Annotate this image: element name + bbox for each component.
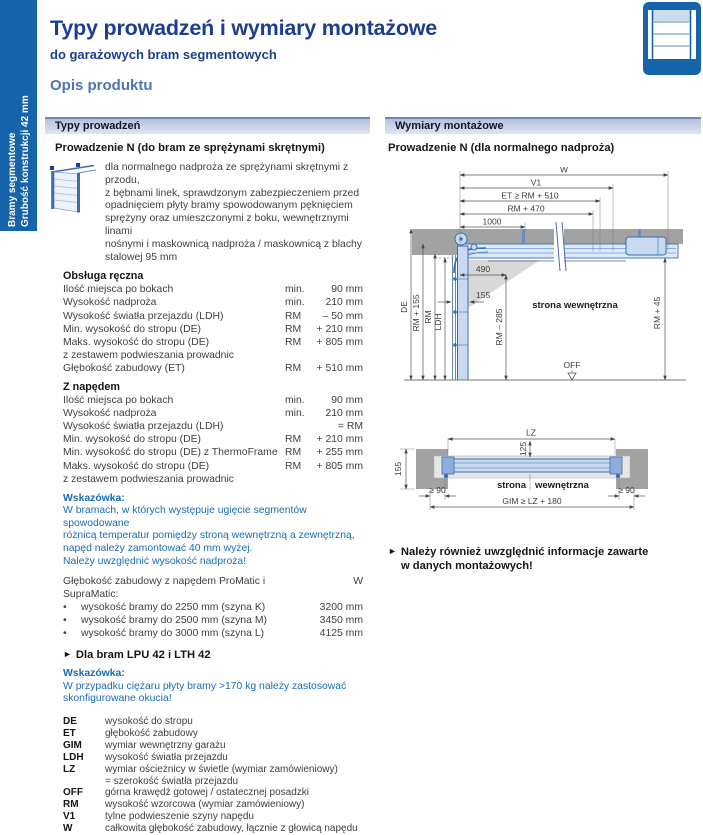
dim-et: ET ≥ RM + 510	[501, 190, 559, 201]
spec-row	[63, 362, 363, 375]
legend-desc: wysokość do stropu	[105, 716, 193, 728]
legend-row	[63, 752, 370, 764]
legend-desc: wymiar ościeżnicy w świetle (wymiar zamówieniowy)	[105, 763, 338, 775]
spec-value: + 210 mm	[316, 323, 363, 335]
page-title: Typy prowadzeń i wymiary montażowe	[50, 16, 438, 40]
spec-row	[63, 296, 363, 309]
legend-desc: całkowita głębokość zabudowy, łącznie z głowicą napędu	[105, 823, 358, 835]
depth-table	[63, 575, 363, 640]
break-mark	[554, 221, 566, 271]
column-track-types	[45, 117, 370, 835]
depth-header	[63, 575, 363, 601]
bullet-icon: •	[63, 628, 67, 640]
hint-line: różnicą temperatur pomiędzy stroną wewnętrzną a zewnętrzną,	[63, 530, 355, 542]
depth-value: 3200 mm	[319, 602, 363, 614]
right-triangle-icon: ►	[63, 649, 72, 660]
hint-line: Należy uwzględnić wysokość nadproża!	[63, 555, 247, 567]
off-marker	[564, 360, 581, 380]
spec-label: z zestawem podwieszania prowadnic	[63, 349, 234, 361]
hint-title: Wskazówka:	[63, 492, 125, 504]
vertical-track	[453, 255, 456, 380]
spec-value: + 510 mm	[316, 362, 363, 374]
bullet-icon: •	[63, 602, 67, 614]
depth-row	[63, 627, 363, 640]
dim-w: W	[559, 167, 569, 175]
legend-desc: tylne podwieszenie szyny napędu	[105, 811, 254, 823]
legend-row	[63, 764, 370, 776]
spec-ref: min.	[285, 284, 305, 296]
cross-section-drawing	[388, 167, 701, 399]
spec-ref: RM	[285, 434, 302, 446]
spec-table-manual	[63, 270, 363, 375]
dim-rm470: RM + 470	[507, 203, 545, 214]
label-inner-side: strona wewnętrzna	[532, 300, 618, 311]
spec-value: + 805 mm	[316, 336, 363, 348]
spec-label: Wysokość światła przejazdu (LDH)	[63, 310, 224, 322]
legend-abbr: ET	[63, 727, 76, 739]
dim-rm45: RM + 45	[652, 296, 662, 330]
dim-490: 490	[475, 264, 491, 274]
note-line-2: w danych montażowych!	[401, 559, 533, 572]
spec-label: Wysokość nadproża	[63, 408, 157, 420]
spec-row	[63, 446, 363, 459]
track-hanger	[522, 229, 525, 244]
spec-ref	[285, 349, 309, 362]
spec-label: Wysokość nadproża	[63, 297, 157, 309]
spec-label: Ilość miejsca po bokach	[63, 395, 174, 407]
note-line-1: Należy również uwzględnić informacje zawarte	[400, 546, 649, 558]
sidebar-line-2: Grubość konstrukcji 42 mm	[19, 95, 31, 227]
legend-abbr: W	[63, 823, 73, 835]
spec-table-powered	[63, 381, 363, 486]
spec-value	[309, 349, 363, 362]
spec-ref	[285, 420, 309, 433]
legend-desc: głębokość zabudowy	[105, 727, 198, 739]
section-header-mounting: Wymiary montażowe	[385, 117, 701, 134]
description-line: sprężyny oraz umieszczonymi z boku, wewnętrznymi linami	[105, 213, 349, 237]
hint-line: napęd należy zamontować 40 mm wyżej.	[63, 543, 253, 555]
depth-label: wysokość bramy do 3000 mm (szyna L)	[81, 628, 265, 640]
spec-ref: RM	[285, 460, 302, 472]
bullet-icon: •	[63, 615, 67, 627]
spec-value: 210 mm	[325, 297, 363, 309]
depth-value: 3450 mm	[319, 615, 363, 627]
spec-row	[63, 310, 363, 323]
dim-de: DE	[399, 301, 409, 313]
legend-row	[63, 728, 370, 740]
spec-row	[63, 433, 363, 446]
spec-row	[63, 473, 363, 486]
hint-block-2	[63, 668, 365, 706]
page-section-label: Opis produktu	[50, 77, 153, 94]
dim-155-plan: 155	[393, 461, 403, 477]
spec-value: = RM	[337, 421, 363, 433]
right-triangle-icon: ►	[388, 546, 397, 556]
legend-desc: = szerokość światła przejazdu	[105, 775, 239, 787]
dim-rm285: RM – 285	[494, 308, 504, 346]
label-inner-side-a: strona	[496, 480, 526, 491]
legend-desc: wysokość wzorcowa (wymiar zamówieniowy)	[105, 799, 305, 811]
spec-value: 210 mm	[325, 408, 363, 420]
page-header	[50, 16, 437, 94]
lpu-note-text: Dla bram LPU 42 i LTH 42	[75, 649, 211, 662]
legend-abbr: LZ	[63, 763, 76, 775]
spec-row	[63, 336, 363, 349]
spec-value	[309, 473, 363, 486]
hint-line: W bramach, w których występuje ugięcie segmentów spowodowane	[63, 505, 307, 529]
abbreviation-legend	[63, 716, 370, 835]
track-n-description	[105, 162, 370, 264]
track-n-heading: Prowadzenie N (do bram ze sprężynami skrętnymi)	[55, 142, 325, 154]
section-header-track-types: Typy prowadzeń	[45, 117, 370, 134]
dim-ldh: LDH	[433, 313, 443, 331]
spec-ref	[285, 473, 309, 486]
legend-abbr	[63, 776, 105, 788]
spec-label: Min. wysokość do stropu (DE) z ThermoFrame	[63, 447, 278, 459]
legend-abbr: GIM	[63, 739, 82, 751]
legend-abbr: OFF	[63, 787, 83, 799]
depth-label: wysokość bramy do 2500 mm (szyna M)	[81, 615, 267, 627]
mounting-n-heading: Prowadzenie N (dla normalnego nadproża)	[388, 142, 615, 154]
spec-row	[63, 394, 363, 407]
dim-rm: RM	[423, 310, 433, 324]
spec-table-title: Z napędem	[63, 381, 120, 394]
dim-1000: 1000	[482, 216, 502, 227]
spec-label: Ilość miejsca po bokach	[63, 284, 174, 296]
depth-label: wysokość bramy do 2250 mm (szyna K)	[81, 602, 266, 614]
hint-line: skonfigurowane okucia!	[63, 693, 172, 705]
spec-value: 90 mm	[331, 284, 363, 296]
legend-desc: górna krawędź gotowej / ostatecznej posadzki	[105, 787, 310, 799]
spec-value: – 50 mm	[322, 310, 363, 322]
sectional-door-sketch-icon	[48, 162, 98, 223]
spec-label: Min. wysokość do stropu (DE)	[63, 323, 202, 335]
plan-view-drawing	[388, 410, 701, 520]
dim-155: 155	[476, 290, 491, 300]
dim-90-left: ≥ 90	[429, 485, 446, 495]
spec-row	[63, 460, 363, 473]
spec-ref: RM	[285, 323, 302, 335]
legend-row	[63, 787, 370, 799]
label-off: OFF	[563, 360, 581, 370]
sidebar-tab	[0, 0, 37, 231]
spec-row	[63, 283, 363, 296]
legend-row	[63, 799, 370, 811]
page-subtitle: do garażowych bram segmentowych	[50, 47, 277, 62]
legend-abbr: DE	[63, 716, 77, 728]
spec-row	[63, 349, 363, 362]
sidebar-line-1: Bramy segmentowe	[6, 132, 18, 227]
description-line: z bębnami linek, sprawdzonym zabezpieczeniem przed	[105, 187, 360, 199]
spec-value: + 210 mm	[316, 434, 363, 446]
description-line: nośnymi i maskownicą nadproża / maskownicą z blachy	[105, 238, 362, 250]
dim-125: 125	[518, 441, 528, 457]
spec-row	[63, 323, 363, 336]
depth-title: Głębokość zabudowy z napędem ProMatic i SupraMatic:	[63, 576, 266, 601]
spec-label: Min. wysokość do stropu (DE)	[63, 434, 202, 446]
operator-head	[626, 237, 666, 255]
legend-abbr: RM	[63, 799, 79, 811]
legend-row	[63, 823, 370, 835]
legend-abbr: V1	[63, 811, 76, 823]
spec-label: Głębokość zabudowy (ET)	[63, 362, 185, 374]
spec-value: 90 mm	[331, 395, 363, 407]
label-inner-side-b: wewnętrzna	[535, 480, 589, 491]
dim-gim: GIM ≥ LZ + 180	[502, 496, 562, 506]
spec-ref: RM	[285, 310, 302, 322]
depth-value: 4125 mm	[319, 628, 363, 640]
description-line: opadnięciem płyty bramy spowodowanym pęknięciem	[105, 200, 353, 212]
legend-abbr: LDH	[63, 751, 84, 763]
legend-row	[63, 716, 370, 728]
spec-label: Maks. wysokość do stropu (DE)	[63, 336, 210, 348]
spec-ref: RM	[285, 336, 302, 348]
legend-desc: wymiar wewnętrzny garażu	[105, 739, 226, 751]
spec-ref: min.	[285, 408, 305, 420]
legend-row	[63, 776, 370, 788]
sidebar-rotated-text	[0, 0, 37, 231]
spec-table-title: Obsługa ręczna	[63, 270, 144, 283]
dim-lz: LZ	[526, 427, 536, 438]
spec-value: + 255 mm	[316, 447, 363, 459]
hint-block-1	[63, 493, 365, 569]
spec-ref: min.	[285, 395, 305, 407]
mounting-data-note	[388, 545, 701, 573]
spec-label: z zestawem podwieszania prowadnic	[63, 473, 234, 485]
description-line: stalowej 95 mm	[105, 251, 178, 263]
hint-title: Wskazówka:	[63, 668, 125, 680]
dim-rm155: RM + 155	[411, 294, 421, 332]
spec-ref: min.	[285, 297, 305, 309]
depth-row	[63, 601, 363, 614]
lpu-note	[63, 649, 370, 661]
dim-90-right: ≥ 90	[618, 485, 635, 495]
spec-ref: RM	[285, 362, 302, 374]
description-line: dla normalnego nadproża ze sprężynami skrętnymi z przodu,	[105, 162, 349, 186]
spec-label: Wysokość światła przejazdu (LDH)	[63, 421, 224, 433]
dim-v1: V1	[530, 177, 542, 188]
spec-row	[63, 420, 363, 433]
legend-desc: wysokość światła przejazdu	[105, 751, 228, 763]
track-n-description-block	[45, 162, 370, 264]
spec-value: + 805 mm	[316, 460, 363, 472]
depth-row	[63, 614, 363, 627]
spec-row	[63, 407, 363, 420]
hint-line: W przypadku ciężaru płyty bramy >170 kg należy zastosować	[63, 680, 347, 692]
column-mounting-dimensions	[385, 117, 701, 573]
depth-col-header: W	[353, 576, 363, 588]
legend-row	[63, 811, 370, 823]
spec-ref: RM	[285, 447, 302, 459]
sectional-door-icon	[643, 2, 701, 80]
spec-label: Maks. wysokość do stropu (DE)	[63, 460, 210, 472]
